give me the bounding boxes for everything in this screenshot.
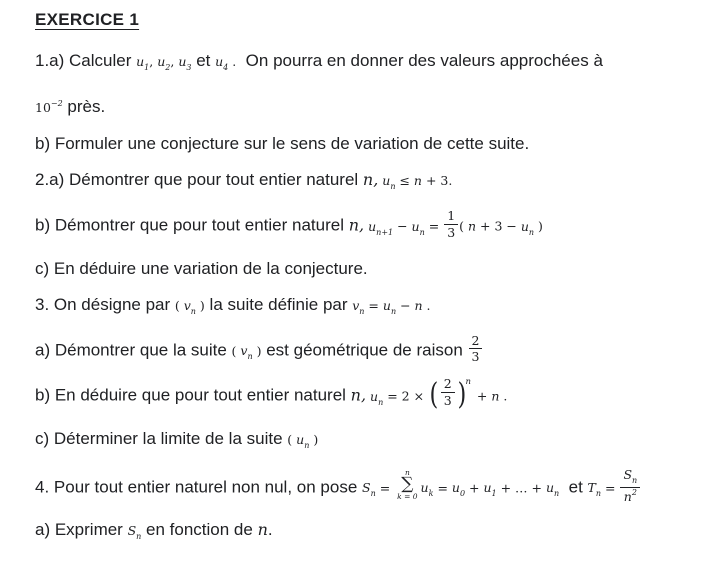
question-1a bbox=[35, 49, 702, 80]
question-2c bbox=[35, 257, 702, 281]
math-variable: $u_n$ bbox=[296, 432, 310, 451]
math-run: . bbox=[228, 54, 237, 69]
math-run: 2 bbox=[471, 332, 480, 348]
subscript: 0 bbox=[459, 489, 466, 499]
summation bbox=[397, 469, 417, 501]
math-variable: $n^2$ bbox=[623, 488, 637, 504]
text-run: c) Déterminer la limite de la suite bbox=[35, 429, 288, 449]
text-run: et bbox=[191, 51, 216, 70]
subscript: n bbox=[370, 489, 376, 499]
subscript: n bbox=[247, 352, 253, 362]
math-variable: $S_n$ bbox=[127, 523, 142, 542]
subscript: n bbox=[190, 306, 196, 316]
fraction bbox=[441, 377, 455, 408]
superscript: 2 bbox=[631, 488, 637, 497]
subscript: 2 bbox=[165, 63, 171, 72]
math-run: ) bbox=[195, 297, 205, 313]
close-paren: ) bbox=[457, 376, 466, 412]
denominator bbox=[620, 488, 640, 504]
question-2a bbox=[35, 168, 702, 199]
text-run: a) Démontrer que la suite bbox=[35, 340, 232, 360]
subscript: 1 bbox=[491, 489, 497, 499]
subscript: n+1 bbox=[376, 227, 394, 237]
subscript: n bbox=[359, 306, 365, 316]
title-row bbox=[35, 10, 702, 49]
text-run: 4. Pour tout entier naturel non nul, on pose bbox=[35, 477, 363, 497]
math-variable: $v_n$ bbox=[352, 297, 365, 316]
numerator bbox=[620, 468, 640, 488]
math-run: = bbox=[433, 480, 452, 496]
math-run: 3 bbox=[443, 393, 452, 409]
math-variable: $u_1$ bbox=[136, 54, 150, 72]
fraction bbox=[469, 334, 483, 365]
math-variable: $T_n$ bbox=[587, 480, 602, 499]
math-variable: $u_n$ bbox=[370, 389, 384, 408]
text-run: . bbox=[267, 520, 273, 540]
math-run: , bbox=[170, 54, 179, 69]
sum-upper-bound: n bbox=[404, 467, 410, 477]
math-variable: $v_n$ bbox=[240, 343, 253, 362]
math-run: = bbox=[375, 480, 395, 496]
math-variable: $u_0$ bbox=[451, 480, 466, 499]
math-run: ( bbox=[231, 343, 241, 359]
text-run: la suite définie par bbox=[204, 294, 353, 314]
math-run: + … + bbox=[496, 480, 546, 496]
math-variable: $S_n$ bbox=[623, 467, 638, 486]
math-variable: n bbox=[414, 297, 423, 313]
subscript: n bbox=[378, 398, 384, 408]
math-run: − bbox=[396, 297, 415, 313]
math-variable: n bbox=[491, 389, 500, 405]
math-variable: $u_4$ bbox=[215, 54, 229, 72]
numerator bbox=[444, 209, 458, 225]
math-run: + bbox=[465, 480, 484, 496]
subscript: n bbox=[419, 227, 425, 237]
math-variable: $u_n$ bbox=[520, 218, 535, 237]
math-run: . bbox=[499, 389, 508, 405]
math-variable: $u_2$ bbox=[157, 54, 171, 72]
math-run: 3 bbox=[471, 349, 480, 365]
exponent: −2 bbox=[50, 99, 63, 108]
math-run: + bbox=[472, 389, 492, 405]
text-run: b) Formuler une conjecture sur le sens de variation de cette suite. bbox=[35, 134, 530, 153]
text-run: On pourra en donner des valeurs approchées à bbox=[236, 51, 603, 70]
subscript: 4 bbox=[223, 63, 229, 72]
subscript: n bbox=[304, 441, 310, 451]
question-3 bbox=[35, 293, 702, 324]
denominator bbox=[444, 225, 458, 240]
subscript: n bbox=[554, 489, 560, 499]
text-run: et bbox=[559, 477, 588, 497]
italic-variable: n, bbox=[362, 170, 379, 189]
subscript: n bbox=[136, 532, 142, 542]
math-run: ) bbox=[309, 432, 319, 448]
text-run: a) Exprimer bbox=[35, 520, 128, 540]
fraction bbox=[444, 209, 458, 240]
question-4 bbox=[35, 467, 702, 506]
numerator bbox=[441, 377, 455, 393]
fraction bbox=[620, 468, 640, 504]
subscript: k bbox=[428, 489, 434, 499]
open-paren: ( bbox=[429, 376, 439, 412]
math-variable: $u_n$ bbox=[411, 218, 425, 237]
math-run: ( bbox=[459, 218, 468, 234]
math-run: ) bbox=[534, 218, 543, 234]
math-run: − bbox=[393, 218, 412, 234]
math-power: $10^{-2}$ bbox=[35, 99, 63, 115]
subscript: n bbox=[390, 182, 396, 191]
math-variable: $u_k$ bbox=[420, 480, 434, 499]
text-run: b) Démontrer que pour tout entier naturel bbox=[35, 215, 349, 235]
text-run: 3. On désigne par bbox=[35, 294, 175, 314]
text-run: b) En déduire que pour tout entier naturel bbox=[35, 386, 351, 406]
math-run: ) bbox=[252, 343, 262, 359]
denominator bbox=[469, 349, 483, 364]
math-run: ( bbox=[174, 297, 184, 313]
italic-variable: n, bbox=[348, 215, 365, 235]
math-run: + 3 − bbox=[476, 218, 521, 234]
subscript: n bbox=[595, 489, 602, 499]
text-run: en fonction de bbox=[141, 520, 258, 540]
math-run: = bbox=[364, 297, 383, 313]
math-run: + 3. bbox=[421, 173, 453, 188]
math-variable: $u_n$ bbox=[382, 297, 397, 316]
math-run: 1 bbox=[447, 208, 456, 223]
subscript: n bbox=[390, 306, 397, 316]
subscript: n bbox=[632, 476, 638, 486]
math-run: = 2 × bbox=[383, 389, 429, 405]
italic-variable: n bbox=[257, 520, 268, 540]
denominator bbox=[441, 393, 455, 408]
numerator bbox=[469, 334, 483, 350]
subscript: 3 bbox=[186, 63, 192, 72]
text-run: 1.a) Calculer bbox=[35, 51, 137, 70]
math-variable: $u_n$ bbox=[382, 173, 396, 191]
question-4a bbox=[35, 518, 702, 549]
math-run: . bbox=[422, 297, 431, 313]
math-run: 3 bbox=[447, 224, 456, 240]
question-2b bbox=[35, 208, 702, 245]
math-run: , bbox=[149, 54, 158, 69]
text-run: 2.a) Démontrer que pour tout entier naturel bbox=[35, 170, 363, 189]
question-3a bbox=[35, 332, 702, 370]
text-run: est géométrique de raison bbox=[261, 340, 468, 360]
math-variable: $u_1$ bbox=[483, 480, 497, 499]
italic-variable: n, bbox=[350, 386, 367, 406]
math-variable: $S_n$ bbox=[362, 480, 376, 499]
math-variable: $u_n$ bbox=[545, 480, 560, 499]
math-run: ( bbox=[287, 432, 297, 448]
math-variable: n bbox=[468, 218, 477, 234]
math-variable: n bbox=[413, 173, 422, 188]
math-variable: $v_n$ bbox=[183, 297, 196, 316]
math-run: = bbox=[424, 218, 444, 234]
math-run: = bbox=[601, 480, 620, 496]
text-run: près. bbox=[62, 97, 106, 116]
subscript: n bbox=[528, 227, 535, 237]
parenthesized-power bbox=[428, 376, 473, 412]
sigma-icon: ∑ bbox=[401, 474, 414, 495]
group-content bbox=[440, 376, 456, 410]
math-variable: $u_3$ bbox=[178, 54, 192, 72]
exercise-title: EXERCICE 1 bbox=[35, 10, 140, 29]
question-3b bbox=[35, 376, 702, 415]
math-run: 2 bbox=[443, 376, 452, 392]
subscript: 1 bbox=[144, 63, 150, 72]
question-1a-cont bbox=[35, 92, 702, 120]
math-run: ≤ bbox=[395, 173, 414, 188]
question-3c bbox=[35, 427, 702, 458]
question-1b bbox=[35, 132, 702, 156]
sum-lower-bound: k = 0 bbox=[397, 492, 418, 502]
text-run: c) En déduire une variation de la conjecture. bbox=[35, 258, 368, 278]
math-variable: $u_{n+1}$ bbox=[368, 218, 394, 237]
exponent: n bbox=[465, 376, 471, 387]
